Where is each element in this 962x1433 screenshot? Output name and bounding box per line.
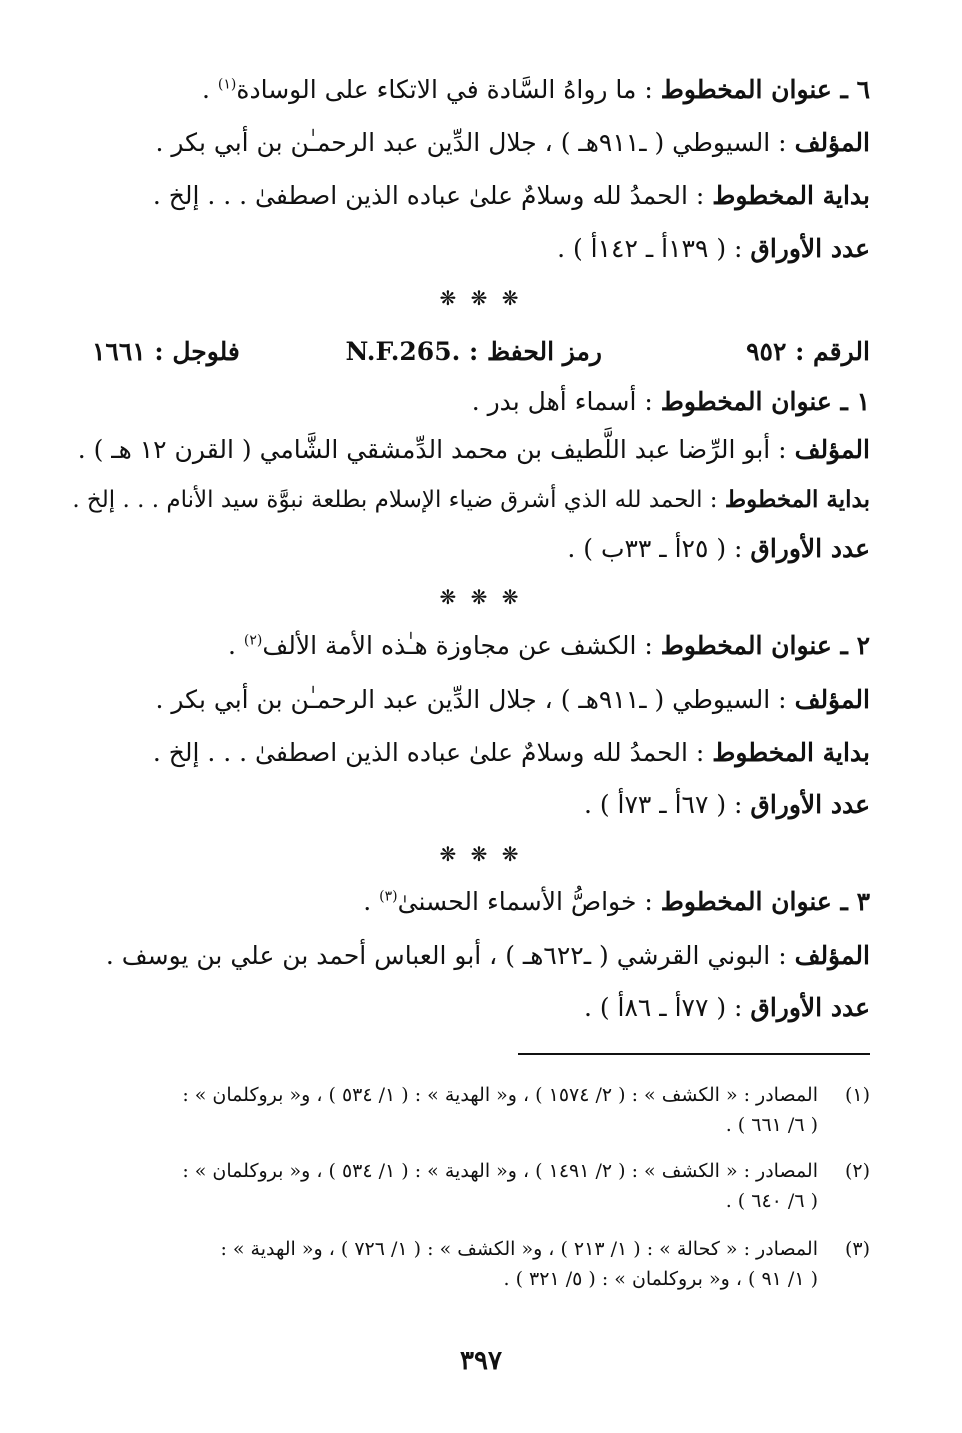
footnote-divider (518, 1053, 870, 1055)
header-code: رمز الحفظ : .N.F.265 (345, 337, 602, 366)
e2-leaves-line (92, 787, 870, 823)
s1-leaves-label: عدد الأوراق (750, 234, 870, 263)
s1-footnote-ref[interactable]: (١) (217, 76, 237, 93)
e1-title-value: : أسماء أهل بدر . (471, 387, 661, 416)
e3-title-line (92, 884, 870, 920)
manuscript-header (92, 334, 870, 370)
s1-title-value: : ما رواهُ السَّادة في الاتكاء على الوسادة (236, 75, 661, 104)
e1-start-line (72, 482, 870, 518)
footnote-2-line-1: المصادر : « الكشف » : ( ٢/ ١٤٩١ ) ، و« الهدية » : ( ١/ ٥٣٤ ) ، و« بروكلمان » : (182, 1160, 818, 1182)
e1-author-value: : أبو الرِّضا عبد اللَّطيف بن محمد الدِّمشقي الشَّامي ( القرن ١٢ هـ ) . (77, 435, 795, 464)
e2-title-value: : الكشف عن مجاوزة هـٰذه الأمة الألف (262, 631, 661, 660)
e3-title-value: : خواصُّ الأسماء الحسنىٰ (397, 887, 661, 916)
footnote-1-number: (١) (844, 1084, 870, 1106)
e2-title-end: . (227, 631, 244, 660)
e2-author-line (92, 682, 870, 718)
e2-author-value: : السيوطي ( ـ٩١١هـ ) ، جلال الدِّين عبد الرحمـٰن بن أبي بكر . (155, 685, 795, 714)
s1-start-label: بداية المخطوط (712, 181, 870, 210)
s1-leaves-line (92, 231, 870, 267)
s1-title-end: . (202, 75, 218, 104)
s1-leaves-value: : ( ١٣٩أ ـ ١٤٢أ ) . (557, 234, 751, 263)
e2-start-label: بداية المخطوط (712, 738, 870, 767)
e2-footnote-ref[interactable]: (٢) (243, 632, 263, 649)
e1-leaves-line (92, 531, 870, 567)
e3-author-value: : البوني القرشي ( ـ٦٢٢هـ ) ، أبو العباس أحمد بن علي بن يوسف . (105, 941, 795, 970)
e3-title-end: . (363, 887, 380, 916)
e1-start-label: بداية المخطوط (724, 486, 870, 513)
separator-1: ❋ ❋ ❋ (439, 286, 523, 310)
footnote-3 (92, 1234, 870, 1294)
footnote-2-number: (٢) (844, 1160, 870, 1182)
separator-2: ❋ ❋ ❋ (439, 585, 523, 609)
e3-leaves-line (92, 990, 870, 1026)
header-number: الرقم : ٩٥٢ (746, 337, 870, 366)
s1-author-value: : السيوطي ( ـ٩١١هـ ) ، جلال الدِّين عبد الرحمـٰن بن أبي بكر . (155, 128, 795, 157)
s1-start-value: : الحمدُ لله وسلامٌ علىٰ عباده الذين اصطفىٰ . . . إلخ . (152, 181, 713, 210)
e2-leaves-value: : ( ٦٧أ ـ ٧٣أ ) . (583, 790, 751, 819)
footnote-1-line-1: المصادر : « الكشف » : ( ٢/ ١٥٧٤ ) ، و« الهدية » : ( ١/ ٥٣٤ ) ، و« بروكلمان » : (182, 1084, 818, 1106)
e1-leaves-label: عدد الأوراق (750, 534, 870, 563)
footnote-3-number: (٣) (844, 1238, 870, 1260)
footnote-1 (92, 1080, 870, 1140)
e3-author-line (92, 938, 870, 974)
e2-author-label: المؤلف (794, 685, 870, 714)
footnote-3-line-2: ( ١/ ٩١ ) ، و« بروكلمان » : ( ٥/ ٣٢١ ) . (503, 1268, 818, 1290)
s1-author-label: المؤلف (794, 128, 870, 157)
e1-author-label: المؤلف (794, 435, 870, 464)
s1-start-line (92, 178, 870, 214)
s1-author-line (92, 125, 870, 161)
e3-leaves-label: عدد الأوراق (750, 993, 870, 1022)
s1-title-label: ٦ ـ عنوان المخطوط (660, 75, 870, 104)
e3-leaves-value: : ( ٧٧أ ـ ٨٦أ ) . (583, 993, 751, 1022)
e3-title-label: ٣ ـ عنوان المخطوط (660, 887, 870, 916)
e2-title-label: ٢ ـ عنوان المخطوط (660, 631, 870, 660)
e1-title-line (92, 384, 870, 420)
e2-title-line (92, 628, 870, 664)
footnote-1-line-2: ( ٦/ ٦٦١ ) . (725, 1114, 818, 1136)
footnote-3-line-1: المصادر : « كحالة » : ( ١/ ٢١٣ ) ، و« الكشف » : ( ١/ ٧٢٦ ) ، و« الهدية » : (220, 1238, 818, 1260)
e1-leaves-value: : ( ٢٥أ ـ ٣٣ب ) . (567, 534, 751, 563)
e1-start-value: : الحمد لله الذي أشرق ضياء الإسلام بطلعة نبوَّة سيد الأنام . . . إلخ . (72, 487, 725, 513)
e1-author-line (77, 432, 870, 468)
e2-start-line (92, 735, 870, 771)
s1-title-line (92, 72, 870, 108)
e3-footnote-ref[interactable]: (٣) (379, 888, 398, 905)
separator-3: ❋ ❋ ❋ (439, 842, 523, 866)
header-collection: فلوجل : ١٦٦١ (92, 337, 240, 366)
e2-leaves-label: عدد الأوراق (750, 790, 870, 819)
footnote-2 (92, 1156, 870, 1216)
e3-author-label: المؤلف (794, 941, 870, 970)
footnote-2-line-2: ( ٦/ ٦٤٠ ) . (725, 1190, 818, 1212)
page-number: ٣٩٧ (460, 1346, 502, 1376)
e2-start-value: : الحمدُ لله وسلامٌ علىٰ عباده الذين اصطفىٰ . . . إلخ . (152, 738, 713, 767)
e1-title-label: ١ ـ عنوان المخطوط (660, 387, 870, 416)
